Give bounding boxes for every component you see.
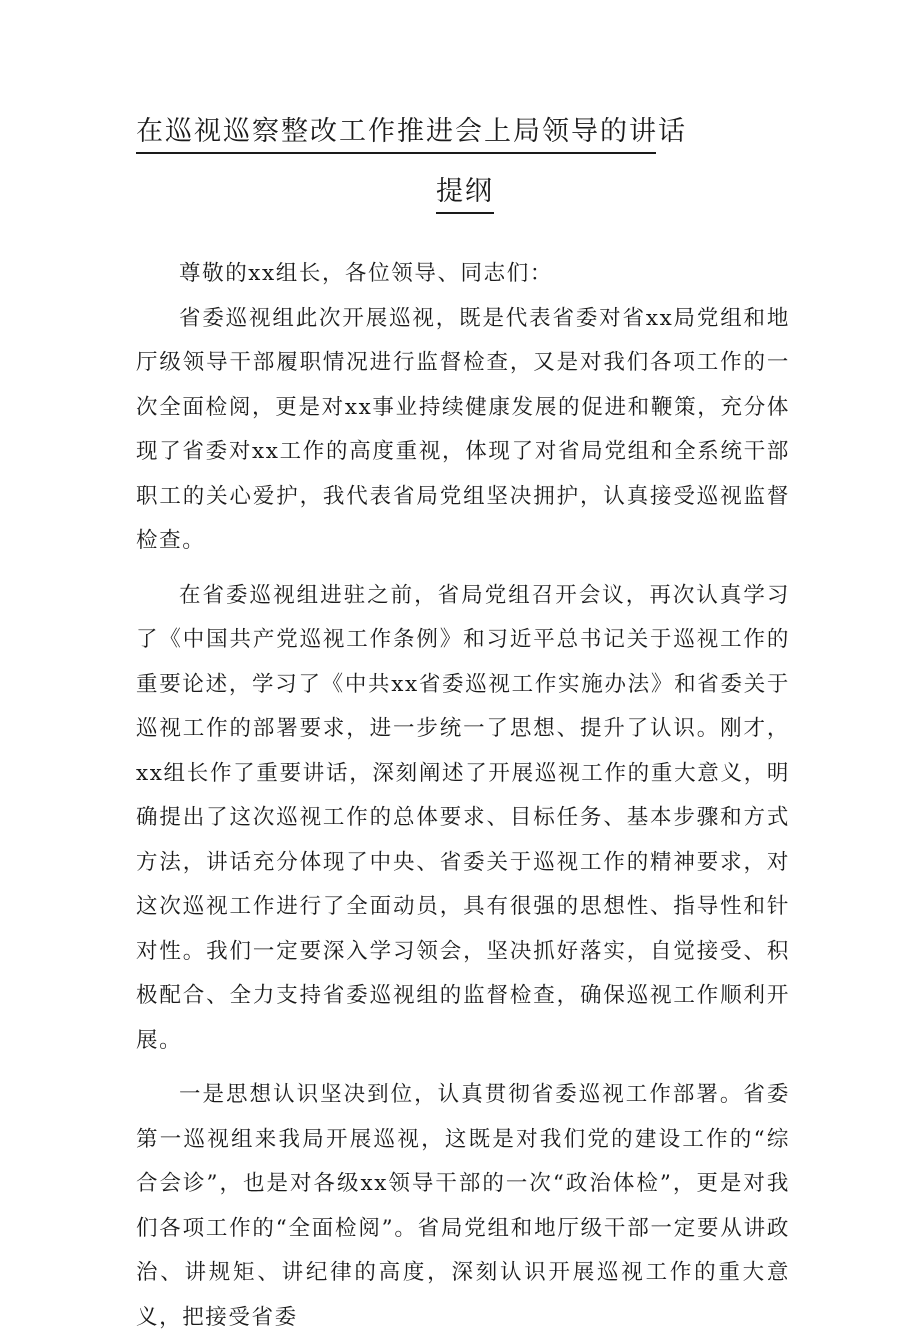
document-title-continued: 提纲 xyxy=(436,172,494,214)
document-title: 在巡视巡察整改工作推进会上局领导的讲话 xyxy=(136,112,656,154)
salutation-paragraph: 尊敬的xx组长，各位领导、同志们： xyxy=(179,261,553,286)
document-body xyxy=(136,252,790,1340)
body-paragraph-3: 一是思想认识坚决到位，认真贯彻省委巡视工作部署。省委第一巡视组来我局开展巡视，这既是对我们党的建设工作的“综合会诊”，也是对各级xx领导干部的一次“政治体检”，更是对我们各项工作的“全面检阅”。省局党组和地厅级干部一定要从讲政治、讲规矩、讲纪律的高度，深刻认识开展巡视工作的重大意义，把接受省委 xyxy=(136,1082,790,1330)
body-paragraph-1: 省委巡视组此次开展巡视，既是代表省委对省xx局党组和地厅级领导干部履职情况进行监督检查，又是对我们各项工作的一次全面检阅，更是对xx事业持续健康发展的促进和鞭策，充分体现了省委对xx工作的高度重视，体现了对省局党组和全系统干部职工的关心爱护，我代表省局党组坚决拥护，认真接受巡视监督检查。 xyxy=(136,305,790,553)
body-paragraph-2: 在省委巡视组进驻之前，省局党组召开会议，再次认真学习了《中国共产党巡视工作条例》和习近平总书记关于巡视工作的重要论述，学习了《中共xx省委巡视工作实施办法》和省委关于巡视工作的部署要求，进一步统一了思想、提升了认识。刚才，xx组长作了重要讲话，深刻阐述了开展巡视工作的重大意义，明确提出了这次巡视工作的总体要求、目标任务、基本步骤和方式方法，讲话充分体现了中央、省委关于巡视工作的精神要求，对这次巡视工作进行了全面动员，具有很强的思想性、指导性和针对性。我们一定要深入学习领会，坚决抓好落实，自觉接受、积极配合、全力支持省委巡视组的监督检查，确保巡视工作顺利开展。 xyxy=(136,582,790,1053)
